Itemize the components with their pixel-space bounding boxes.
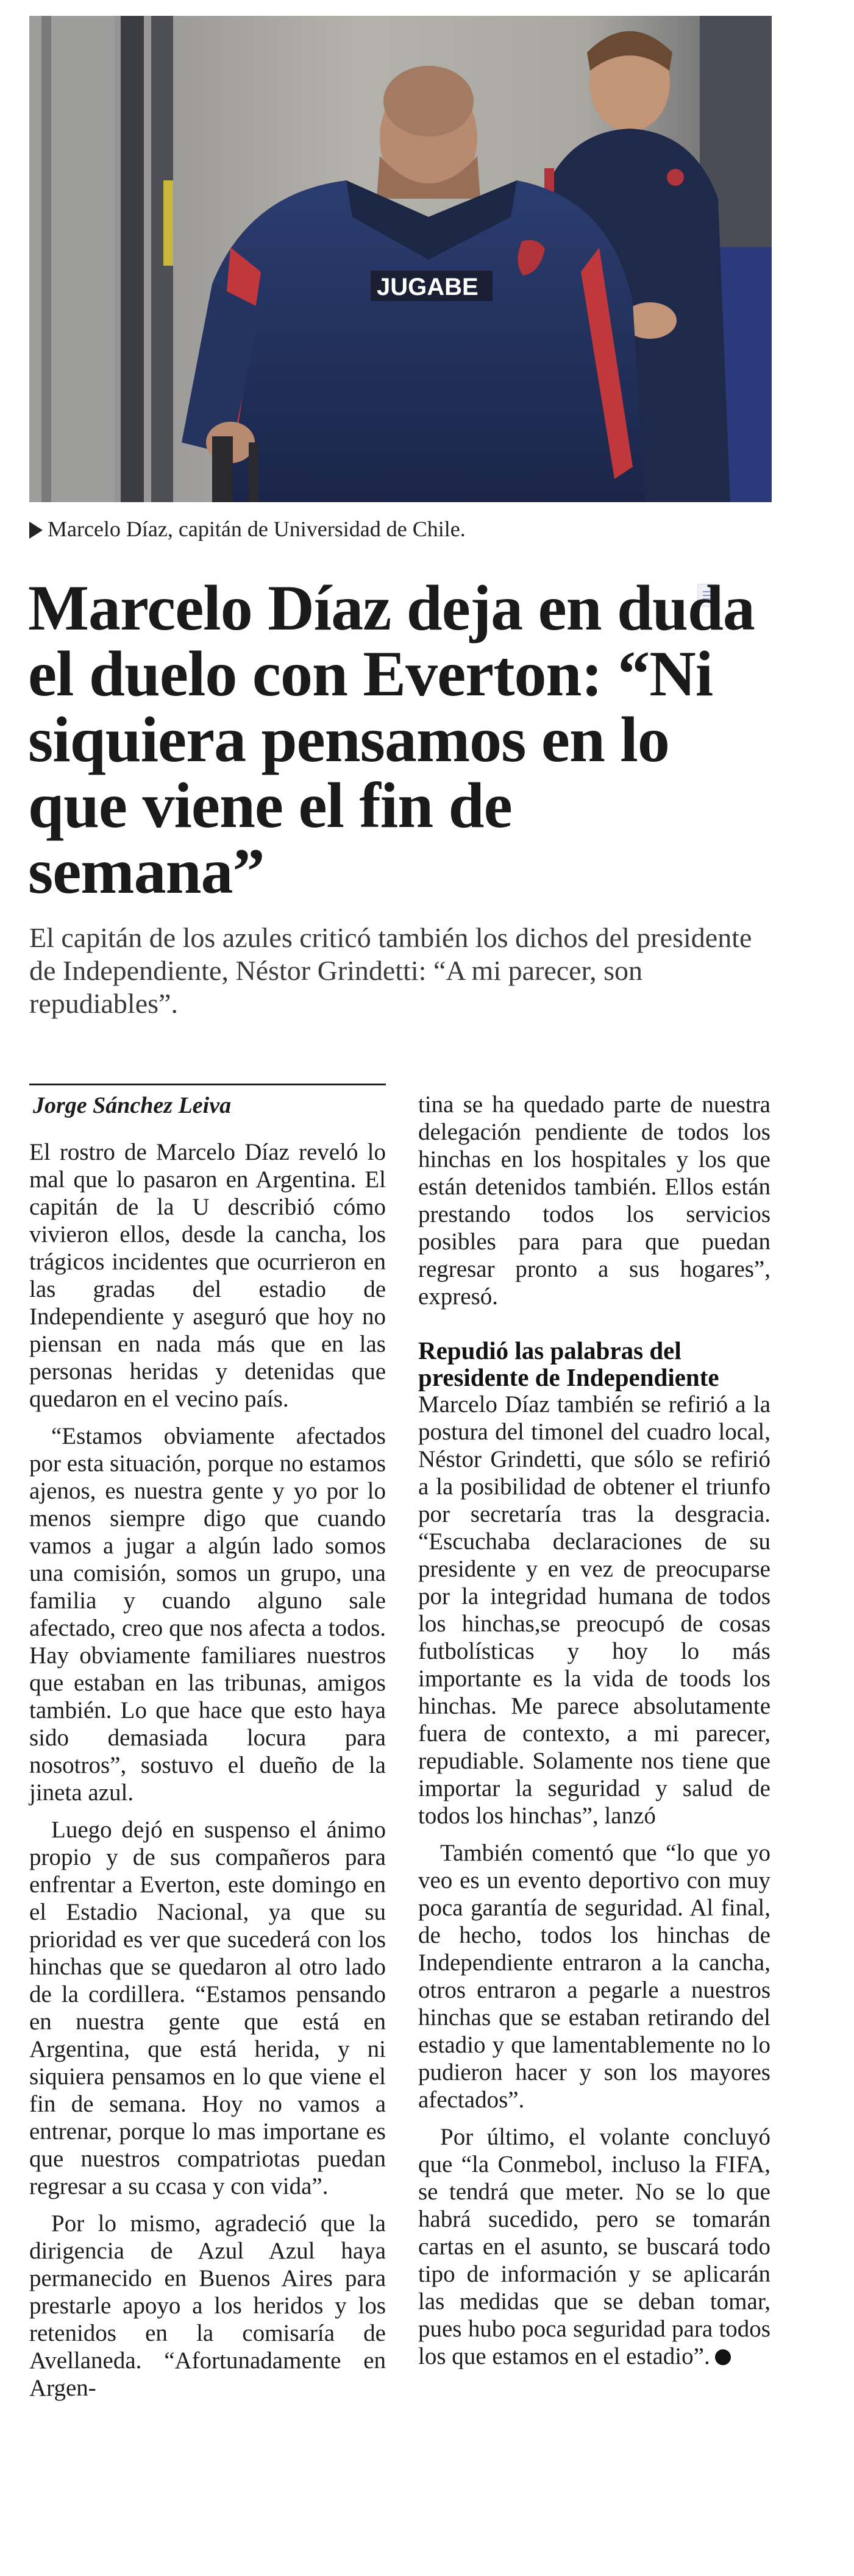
- article-subhead: El capitán de los azules criticó también los dichos del presidente de Independiente, Néstor Grindetti: “A mi parecer, son repudiables”.: [29, 922, 752, 1019]
- body-paragraph: Luego dejó en suspenso el ánimo propio y de sus compañeros para enfrentar a Everton, este domingo en el Estadio Nacional, ya que su prioridad es ver que sucederá con los hinchas que se quedaron al otro lado de la cordillera. “Estamos pensando en nuestra gente que está en Argentina, que está herida, y ni siquiera pensamos en lo que viene el fin de semana. Hoy no vamos a entrenar, porque lo mas importane es que nuestros compatriotas puedan regresar a su ccasa y con vida”.: [29, 1817, 386, 2199]
- article-photo: [29, 16, 772, 502]
- final-paragraph-text: Por último, el volante concluyó que “la Conmebol, incluso la FIFA, se tendrá que meter. No se lo que habrá sucedido, pero se tomarán cartas en el asunto, se buscará todo tipo de información y se aplicarán las medidas que se deban tomar, pues hubo poca seguridad para todos los que estamos en el estadio”.: [418, 2124, 770, 2369]
- jacket-sponsor-text: JUGABE: [377, 274, 479, 300]
- photo-caption: [29, 516, 773, 542]
- body-paragraph: Por lo mismo, agradeció que la dirigencia de Azul Azul haya permanecido en Buenos Aires para prestarle apoyo a los heridos y los retenidos en la comisaría de Avellaneda. “Afortunadamente en Argen-: [29, 2210, 386, 2401]
- article-byline: Jorge Sánchez Leiva: [33, 1093, 232, 1118]
- section-heading: Repudió las palabras del presidente de Independiente: [418, 1336, 719, 1391]
- caption-arrow-icon: [29, 522, 43, 539]
- body-paragraph: También comentó que “lo que yo veo es un evento deportivo con muy poca garantía de seguridad. Al final, de hecho, todos los hinchas de Independiente entraron a la cancha, otros entraron a pegarle a nuestros hinchas que se estaban retirando del estadio y que lamentablemente no lo pudieron hacer y son los mayores afectados”.: [418, 1840, 770, 2113]
- body-paragraph: El rostro de Marcelo Díaz reveló lo mal que lo pasaron en Argentina. El capitán de la U describió cómo vivieron ellos, desde la cancha, los trágicos incidentes que ocurrieron en las gradas del estadio de Independiente y aseguró que hoy no piensan en nada más que en las personas heridas y detenidas que quedaron en el vecino país.: [29, 1139, 386, 1412]
- body-paragraph: Marcelo Díaz también se refirió a la postura del timonel del cuadro local, Néstor Grindetti, que sólo se refirió a la posibilidad de obtener el triunfo por secretaría tras la desgracia. “Escuchaba declaraciones de su presidente y en vez de preocuparse por la integridad humana de todos los hinchas,se preocupó de cosas futbolísticas y hoy lo más importante es la vida de toods los hinchas. Me parece absolutamente fuera de contexto, a mi parecer, repudiable. Solamente nos tiene que importar la seguridad y salud de todos los hinchas”, lanzó: [418, 1391, 770, 1829]
- end-of-article-icon: [715, 2349, 731, 2365]
- body-paragraph: tina se ha quedado parte de nuestra delegación pendiente de todos los hinchas en los hospitales y los que están detenidos también. Ellos están prestando todos los servicios posibles para para que puedan regresar pronto a sus hogares”, expresó.: [418, 1091, 770, 1310]
- body-paragraph: “Estamos obviamente afectados por esta situación, porque no estamos ajenos, es nuestra gente y yo por lo menos siempre digo que cuando vamos a jugar a algún lado somos una comisión, somos un grupo, una familia y cuando alguno sale afectado, creo que nos afecta a todos. Hay obviamente familiares nuestros que estaban en las tribunas, amigos también. Lo que hace que esto haya sido demasiada locura para nosotros”, sostuvo el dueño de la jineta azul.: [29, 1423, 386, 1806]
- article-headline: Marcelo Díaz deja en duda el duelo con Everton: “Ni siquiera pensamos en lo que viene el fin de semana”: [28, 572, 755, 907]
- byline-rule: [29, 1084, 386, 1085]
- body-paragraph-final: [418, 2123, 770, 2370]
- players-photo-illustration: [29, 16, 772, 502]
- photo-caption-text: Marcelo Díaz, capitán de Universidad de Chile.: [48, 517, 466, 541]
